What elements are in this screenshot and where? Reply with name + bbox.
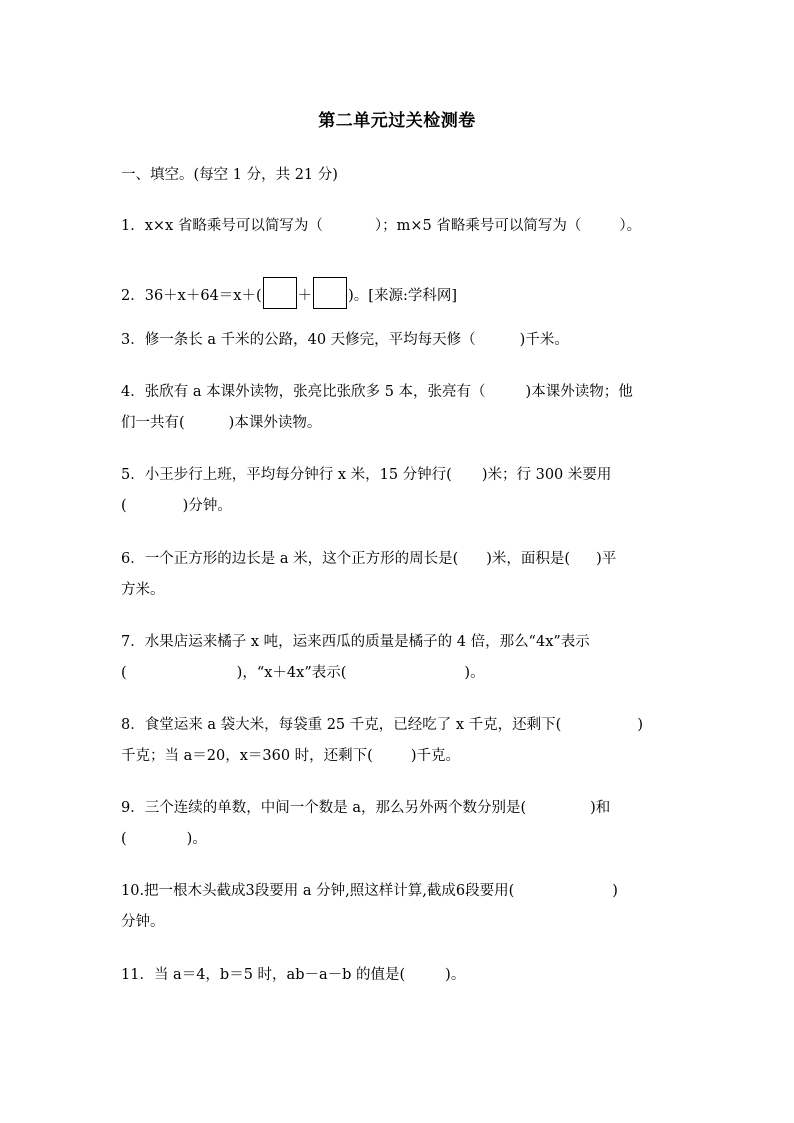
- q10-text-b: ): [612, 883, 618, 899]
- q5-text-c: (: [121, 498, 127, 514]
- q7-text-d: )。: [464, 665, 485, 681]
- page-title: 第二单元过关检测卷: [318, 111, 476, 131]
- q11-text-a: 11．当 a＝4，b＝5 时，ab－a－b 的值是(: [121, 967, 406, 983]
- q2-plus: ＋: [297, 288, 313, 304]
- q9-text-d: )。: [186, 831, 207, 847]
- q1-text-c: ）。: [619, 218, 642, 234]
- q8-text-a: 8．食堂运来 a 袋大米，每袋重 25 千克，已经吃了 x 千克，还剩下(: [121, 717, 562, 733]
- q4-text-c: 们一共有(: [121, 415, 185, 431]
- q5-text-a: 5．小王步行上班，平均每分钟行 x 米，15 分钟行(: [121, 467, 452, 483]
- question-11: [121, 960, 681, 991]
- q6-text-b: )米，面积是(: [486, 551, 571, 567]
- q9-text-c: (: [121, 831, 127, 847]
- q9-text-a: 9．三个连续的单数，中间一个数是 a，那么另外两个数分别是(: [121, 800, 527, 816]
- q4-text-a: 4．张欣有 a 本课外读物，张亮比张欣多 5 本，张亮有（: [121, 384, 486, 400]
- section-heading: 一、填空。(每空 1 分，共 21 分): [121, 167, 338, 183]
- question-1: [121, 211, 681, 242]
- question-2: [121, 277, 681, 308]
- question-6: [121, 544, 681, 606]
- question-5: [121, 460, 681, 522]
- q4-text-d: )本课外读物。: [228, 415, 322, 431]
- q5-text-b: )米；行 300 米要用: [481, 467, 612, 483]
- question-10: [121, 876, 681, 938]
- q8-text-c: 千克；当 a＝20，x＝360 时，还剩下(: [121, 748, 373, 764]
- question-4: [121, 377, 681, 439]
- question-9: [121, 793, 681, 855]
- q1-text-a: 1．x×x 省略乘号可以简写为（: [121, 218, 323, 234]
- question-3: [121, 325, 681, 356]
- question-8: [121, 710, 681, 772]
- q3-text-b: )千米。: [519, 332, 569, 348]
- q2-text-a: 2．36＋x＋64＝x＋(: [121, 288, 262, 304]
- q10-text-c: 分钟。: [121, 914, 165, 930]
- q6-text-c: )平: [596, 551, 617, 567]
- question-7: [121, 627, 681, 689]
- q8-text-d: )千克。: [410, 748, 460, 764]
- q2-text-b: )。[来源:学科网]: [348, 288, 457, 304]
- q10-text-a: 10.把一根木头截成3段要用 a 分钟,照这样计算,截成6段要用(: [121, 883, 515, 899]
- q7-text-b: (: [121, 665, 127, 681]
- q9-text-b: )和: [590, 800, 611, 816]
- q5-text-d: )分钟。: [182, 498, 232, 514]
- q6-text-d: 方米。: [121, 582, 165, 598]
- q8-text-b: ): [637, 717, 643, 733]
- q2-answer-box-2[interactable]: [313, 277, 347, 309]
- q4-text-b: )本课外读物；他: [525, 384, 633, 400]
- q1-text-b: ）；m×5 省略乘号可以简写为（: [374, 218, 582, 234]
- q7-text-a: 7．水果店运来橘子 x 吨，运来西瓜的质量是橘子的 4 倍，那么“4x”表示: [121, 634, 590, 650]
- q2-answer-box-1[interactable]: [263, 277, 297, 309]
- q7-text-c: )，“x＋4x”表示(: [236, 665, 347, 681]
- q3-text-a: 3．修一条长 a 千米的公路，40 天修完，平均每天修（: [121, 332, 476, 348]
- q6-text-a: 6．一个正方形的边长是 a 米，这个正方形的周长是(: [121, 551, 459, 567]
- q11-text-b: )。: [445, 967, 466, 983]
